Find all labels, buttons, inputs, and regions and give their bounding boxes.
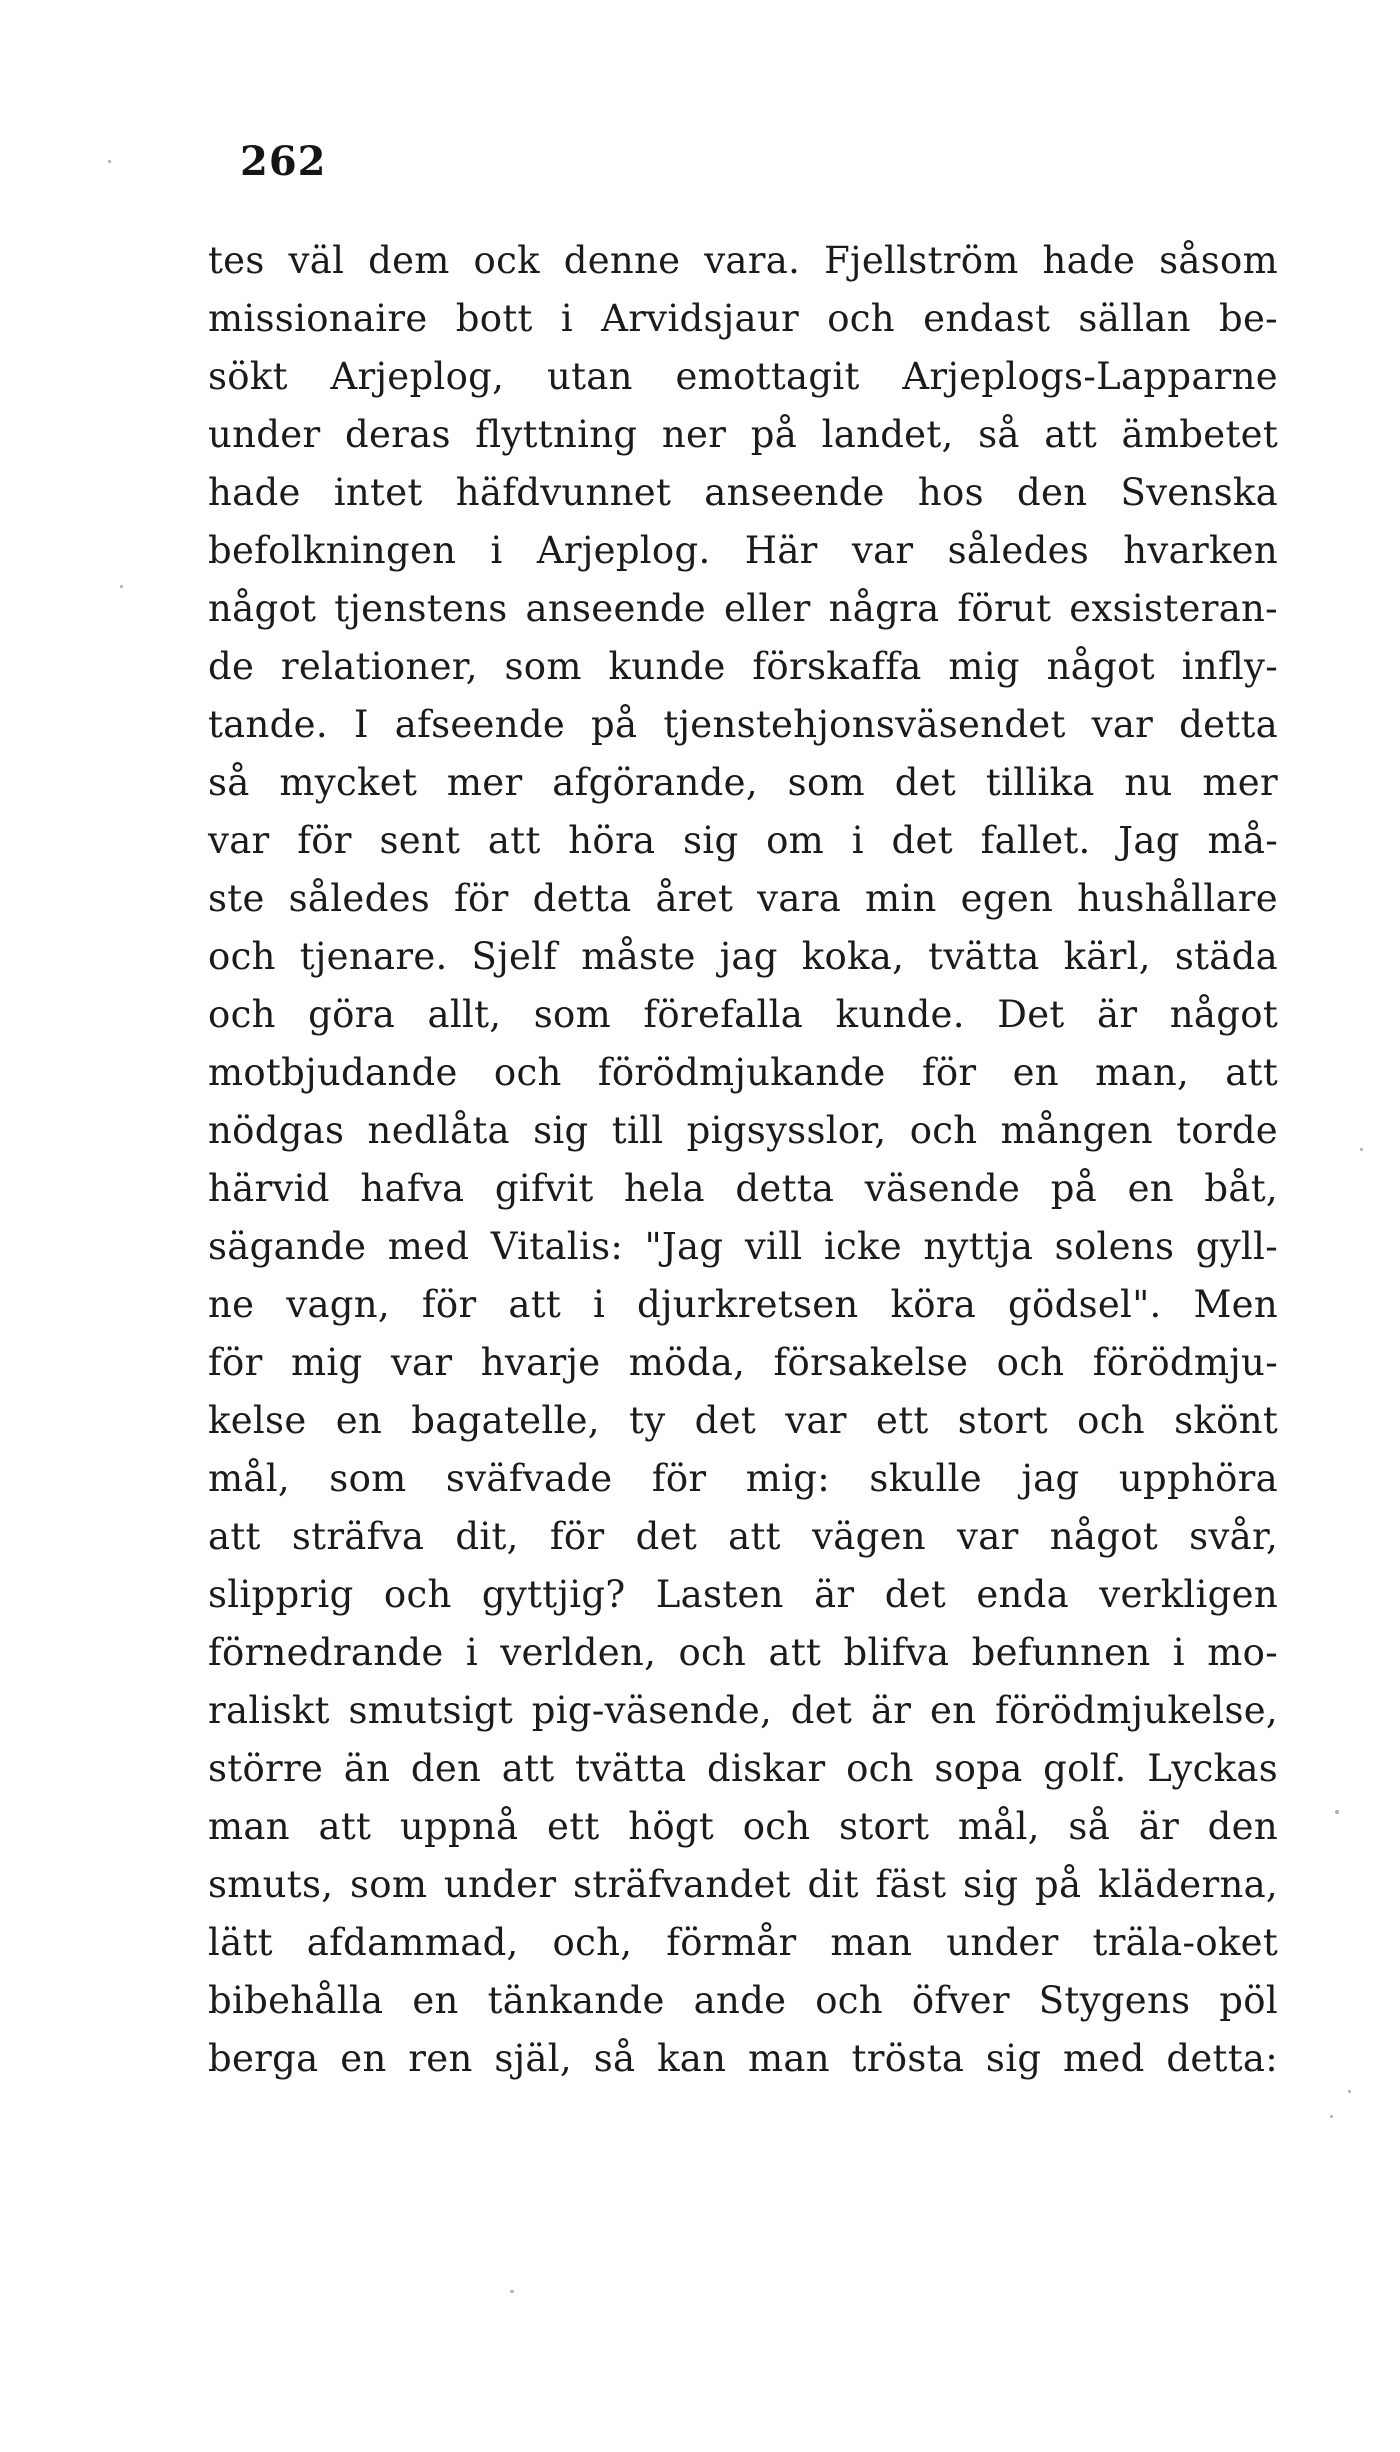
scan-speck [108,160,111,163]
text-line: var för sent att höra sig om i det fallet. Jag må- [208,819,1278,862]
text-line: kelse en bagatelle, ty det var ett stort och skönt [208,1399,1278,1442]
text-line: ne vagn, för att i djurkretsen köra gödsel". Men [208,1283,1278,1326]
text-line: sökt Arjeplog, utan emottagit Arjeplogs-Lapparne [208,355,1278,398]
text-line: och tjenare. Sjelf måste jag koka, tvätta kärl, städa [208,935,1278,978]
text-line: man att uppnå ett högt och stort mål, så är den [208,1805,1278,1848]
scan-speck [1335,1810,1339,1814]
text-line: större än den att tvätta diskar och sopa golf. Lyckas [208,1747,1278,1790]
page-number: 262 [240,138,327,185]
text-line: så mycket mer afgörande, som det tillika nu mer [208,761,1278,804]
text-line: berga en ren själ, så kan man trösta sig med detta: [208,2037,1278,2080]
scan-speck [1360,1148,1363,1151]
text-line: att sträfva dit, för det att vägen var något svår, [208,1515,1278,1558]
text-line: tes väl dem ock denne vara. Fjellström hade såsom [208,239,1278,282]
text-line: mål, som sväfvade för mig: skulle jag upphöra [208,1457,1278,1500]
text-line: och göra allt, som förefalla kunde. Det är något [208,993,1278,1036]
text-line: hade intet häfdvunnet anseende hos den Svenska [208,471,1278,514]
text-line: ste således för detta året vara min egen hushållare [208,877,1278,920]
text-line: motbjudande och förödmjukande för en man, att [208,1051,1278,1094]
text-line: förnedrande i verlden, och att blifva befunnen i mo- [208,1631,1278,1674]
text-line: tande. I afseende på tjenstehjonsväsendet var detta [208,703,1278,746]
text-line: de relationer, som kunde förskaffa mig något infly- [208,645,1278,688]
text-line: bibehålla en tänkande ande och öfver Stygens pöl [208,1979,1278,2022]
scan-speck [1348,2090,1351,2093]
text-line: under deras flyttning ner på landet, så att ämbetet [208,413,1278,456]
text-line: sägande med Vitalis: "Jag vill icke nyttja solens gyll- [208,1225,1278,1268]
text-line: befolkningen i Arjeplog. Här var således hvarken [208,529,1278,572]
scan-speck [120,585,123,588]
body-text [208,232,1278,2088]
scan-speck [510,2290,514,2293]
text-line: lätt afdammad, och, förmår man under träla-oket [208,1921,1278,1964]
scan-speck [1330,2115,1333,2118]
text-line: något tjenstens anseende eller några förut exsisteran- [208,587,1278,630]
text-line: slipprig och gyttjig? Lasten är det enda verkligen [208,1573,1278,1616]
text-line: för mig var hvarje möda, försakelse och förödmju- [208,1341,1278,1384]
text-line: nödgas nedlåta sig till pigsysslor, och mången torde [208,1109,1278,1152]
text-line: missionaire bott i Arvidsjaur och endast sällan be- [208,297,1278,340]
text-line: raliskt smutsigt pig-väsende, det är en förödmjukelse, [208,1689,1278,1732]
text-line: härvid hafva gifvit hela detta väsende på en båt, [208,1167,1278,1210]
text-line: smuts, som under sträfvandet dit fäst sig på kläderna, [208,1863,1278,1906]
